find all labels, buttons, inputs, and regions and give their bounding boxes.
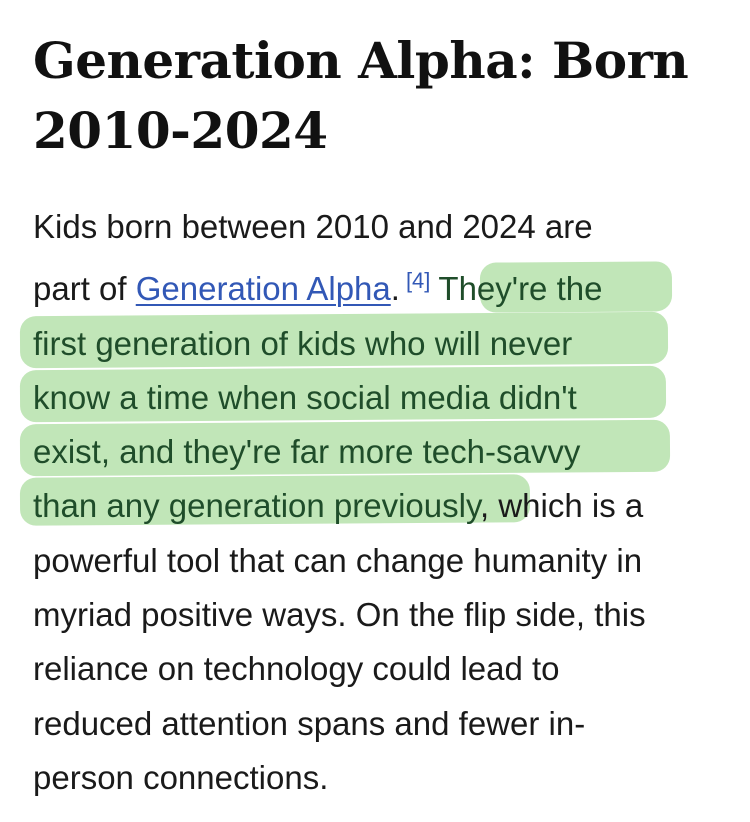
text-line-11: person connections. (33, 758, 329, 796)
highlighted-text-5: than any generation previously (33, 487, 481, 525)
citation-link[interactable]: [4] (405, 268, 431, 294)
page-title (33, 26, 723, 166)
title-line-1: Generation Alpha: Born (33, 31, 689, 90)
text-line-8: myriad positive ways. On the flip side, this (33, 596, 646, 634)
text-line-1: Kids born between 2010 and 2024 are (33, 208, 593, 245)
title-line-2: 2010-2024 (33, 101, 328, 160)
text-line-10: reduced attention spans and fewer in- (33, 704, 586, 742)
after-highlight-text: , which is a (480, 487, 644, 525)
text-line-2 (33, 254, 733, 316)
text-line-7: powerful tool that can change humanity in (33, 541, 643, 579)
text-line-6 (33, 479, 733, 533)
highlighted-text-1: They're the (438, 270, 603, 308)
period-text: . (390, 270, 400, 308)
part-of-text: part of (33, 270, 136, 308)
highlighted-text-4: exist, and they're far more tech-savvy (33, 433, 581, 471)
article-paragraph (33, 200, 733, 805)
highlighted-text-2: first generation of kids who will never (33, 324, 573, 362)
text-line-9: reliance on technology could lead to (33, 650, 560, 688)
highlighted-text-3: know a time when social media didn't (33, 378, 577, 416)
generation-alpha-link[interactable]: Generation Alpha (135, 270, 391, 308)
